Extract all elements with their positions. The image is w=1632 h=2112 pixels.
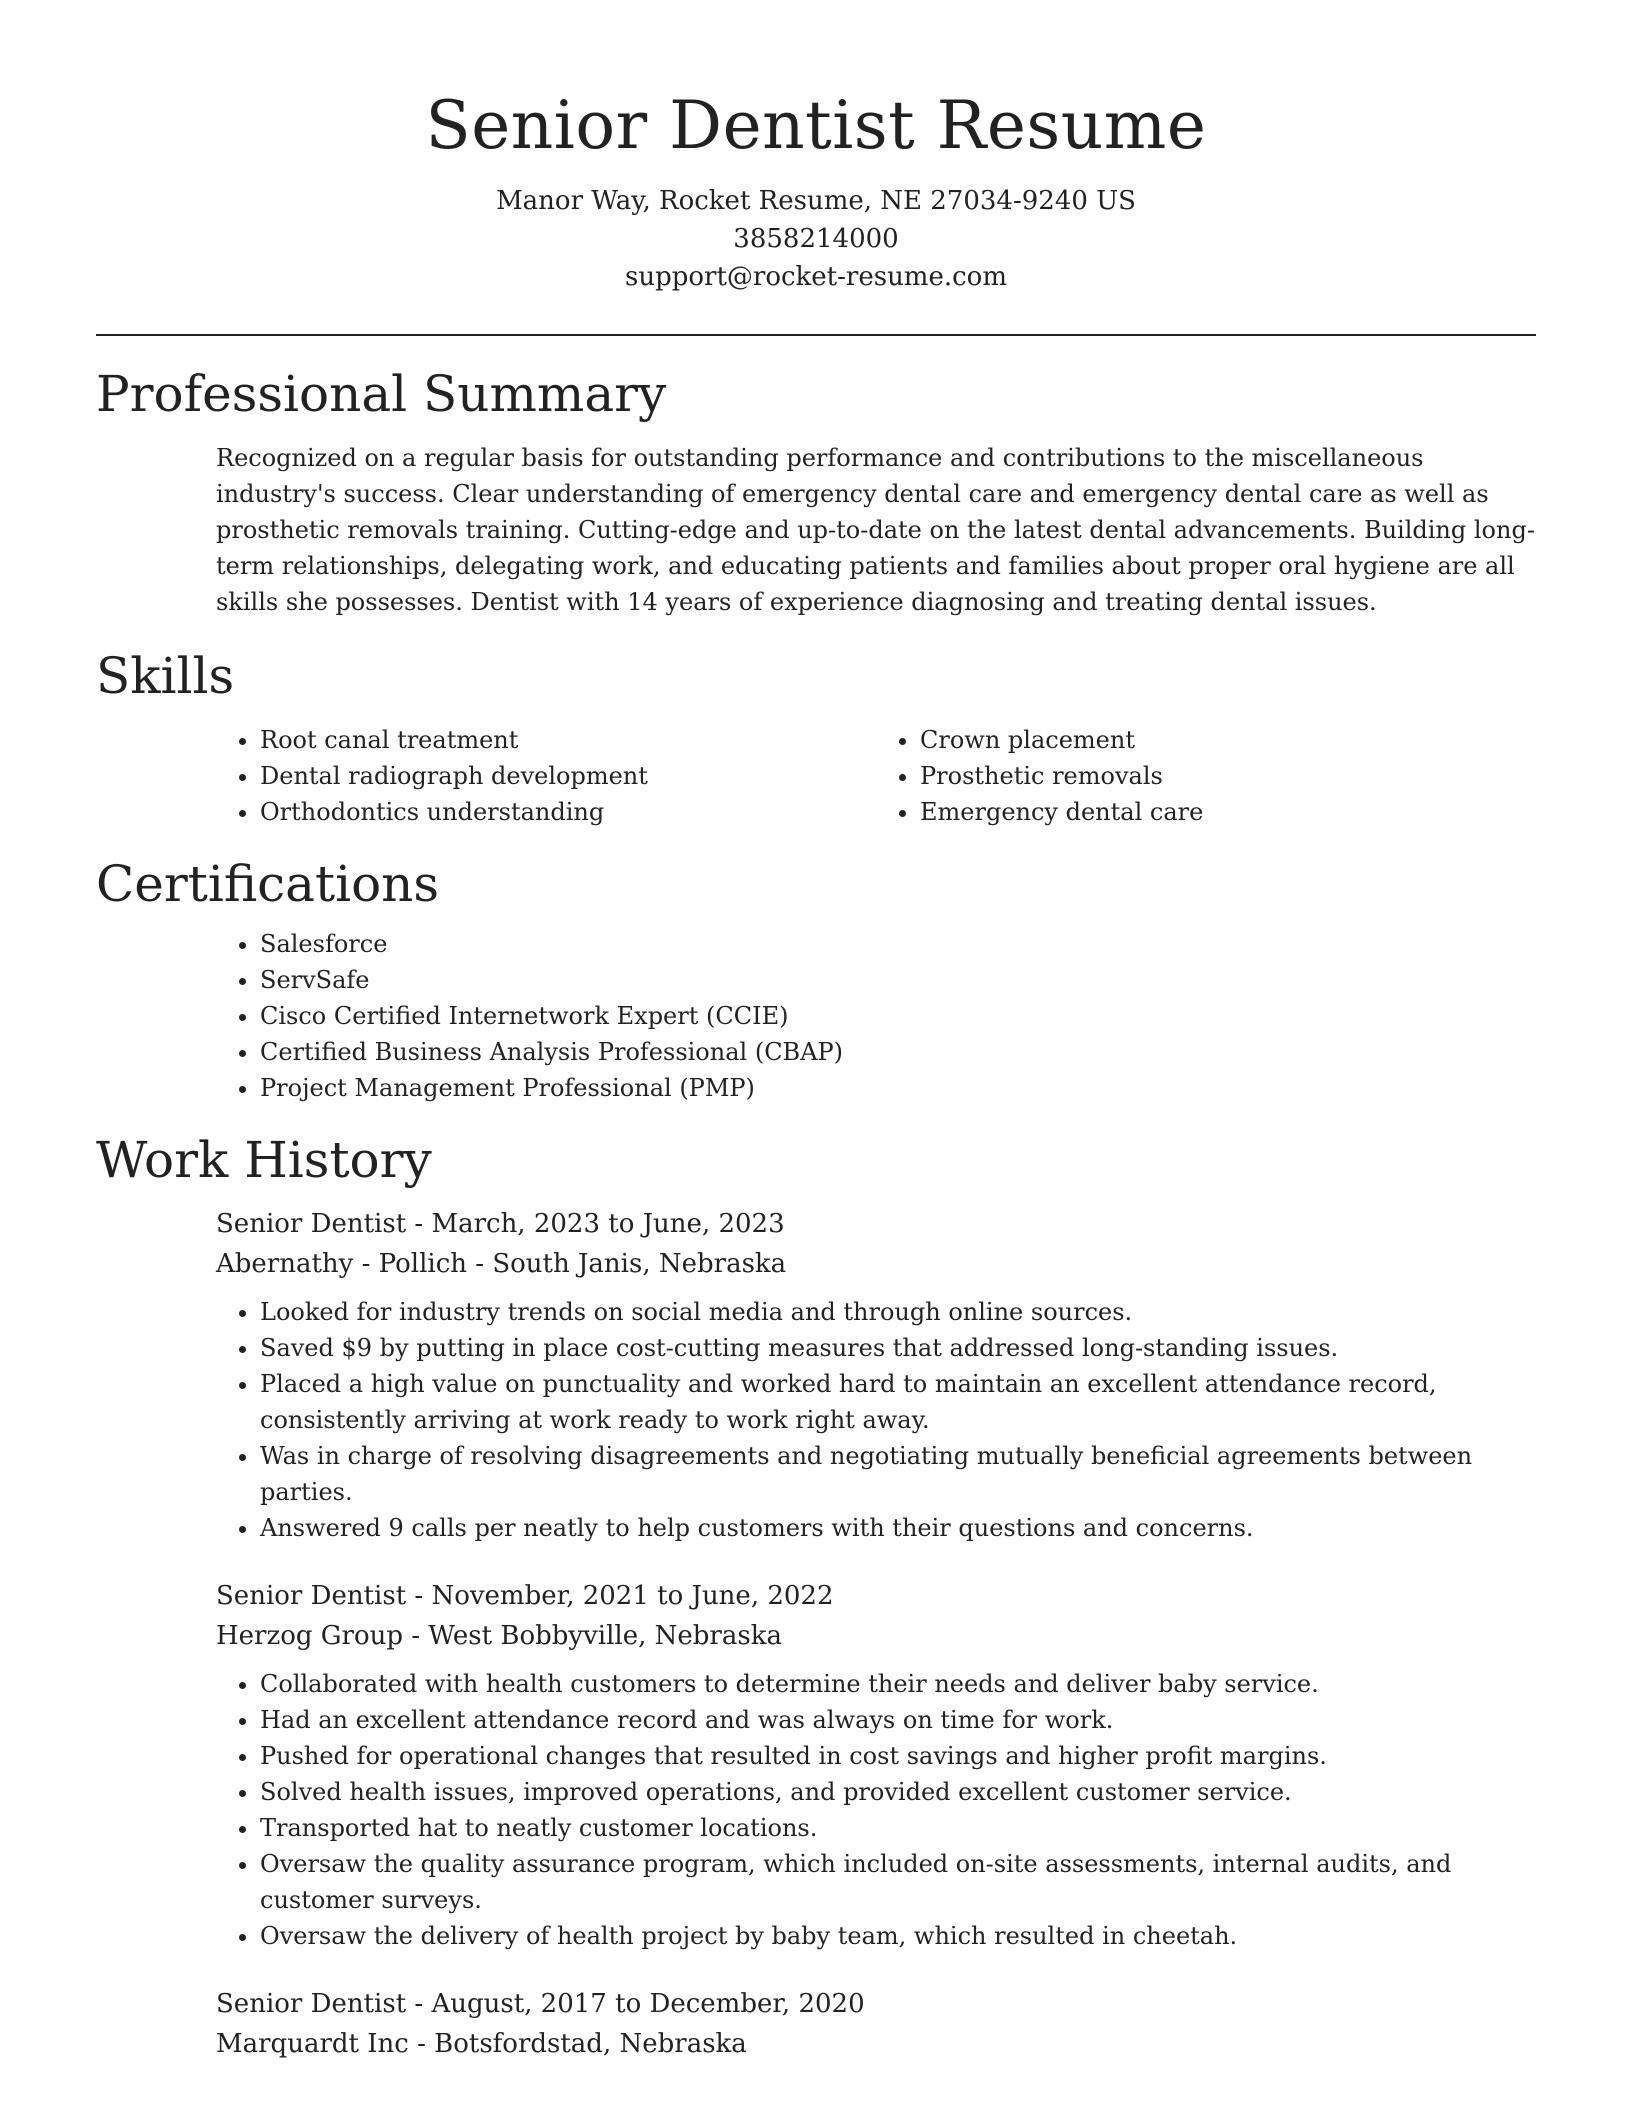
certification-item: • Certified Business Analysis Professional (CBAP) bbox=[260, 1034, 1536, 1070]
certification-item: • ServSafe bbox=[260, 962, 1536, 998]
certification-item: • Project Management Professional (PMP) bbox=[260, 1070, 1536, 1106]
work-history-heading: Work History bbox=[96, 1131, 432, 1189]
job-bullet: • Transported hat to neatly customer locations. bbox=[260, 1810, 1536, 1846]
header-divider bbox=[96, 334, 1536, 336]
contact-info bbox=[96, 182, 1536, 296]
job-bullet: • Had an excellent attendance record and was always on time for work. bbox=[260, 1702, 1536, 1738]
skills-section bbox=[96, 644, 1536, 830]
job-title: Senior Dentist - November, 2021 to June, 2022 bbox=[216, 1581, 834, 1611]
job-company: Herzog Group - West Bobbyville, Nebraska bbox=[216, 1621, 782, 1651]
summary-text: Recognized on a regular basis for outstanding performance and contributions to the miscellaneous industry's success. Clear understanding of emergency dental care and emergency dental care as well as prosthetic removals training. Cutting-edge and up-to-date on the latest dental advancements. Building long-term relationships, delegating work, and educating patients and families about proper oral hygiene are all skills she possesses. Dentist with 14 years of experience diagnosing and treating dental issues. bbox=[216, 444, 1535, 616]
resume-title: Senior Dentist Resume bbox=[425, 87, 1207, 164]
job-bullets bbox=[216, 1294, 1536, 1546]
skills-heading: Skills bbox=[96, 647, 235, 705]
job-company: Marquardt Inc - Botsfordstad, Nebraska bbox=[216, 2029, 747, 2059]
contact-email: support@rocket-resume.com bbox=[624, 262, 1007, 292]
skill-item: • Prosthetic removals bbox=[920, 758, 1536, 794]
job-bullet: • Solved health issues, improved operations, and provided excellent customer service. bbox=[260, 1774, 1536, 1810]
job-bullet: • Placed a high value on punctuality and worked hard to maintain an excellent attendance record, consistently arriving at work ready to work right away. bbox=[260, 1366, 1536, 1438]
summary-heading: Professional Summary bbox=[96, 365, 667, 423]
skill-item: • Orthodontics understanding bbox=[260, 794, 876, 830]
job-bullet: • Pushed for operational changes that resulted in cost savings and higher profit margins. bbox=[260, 1738, 1536, 1774]
certifications-section bbox=[96, 852, 1536, 1106]
job-entry bbox=[216, 1576, 1536, 1954]
job-bullet: • Answered 9 calls per neatly to help customers with their questions and concerns. bbox=[260, 1510, 1536, 1546]
certifications-heading: Certifications bbox=[96, 855, 440, 913]
job-bullets bbox=[216, 1666, 1536, 1954]
skills-list-left bbox=[216, 722, 876, 830]
job-entry bbox=[216, 1204, 1536, 1546]
certification-item: • Salesforce bbox=[260, 926, 1536, 962]
resume-page bbox=[96, 0, 1536, 2074]
certifications-list bbox=[216, 926, 1536, 1106]
job-bullet: • Collaborated with health customers to determine their needs and deliver baby service. bbox=[260, 1666, 1536, 1702]
contact-phone: 3858214000 bbox=[733, 224, 899, 254]
job-bullet: • Oversaw the delivery of health project by baby team, which resulted in cheetah. bbox=[260, 1918, 1536, 1954]
job-bullet: • Oversaw the quality assurance program, which included on-site assessments, internal audits, and customer surveys. bbox=[260, 1846, 1536, 1918]
summary-section bbox=[96, 362, 1536, 620]
skill-item: • Root canal treatment bbox=[260, 722, 876, 758]
job-title: Senior Dentist - March, 2023 to June, 2023 bbox=[216, 1209, 785, 1239]
skill-item: • Dental radiograph development bbox=[260, 758, 876, 794]
skills-list-right bbox=[876, 722, 1536, 830]
job-title: Senior Dentist - August, 2017 to December, 2020 bbox=[216, 1989, 865, 2019]
job-entry bbox=[216, 1984, 1536, 2064]
skill-item: • Emergency dental care bbox=[920, 794, 1536, 830]
resume-header bbox=[96, 0, 1536, 296]
job-bullet: • Saved $9 by putting in place cost-cutting measures that addressed long-standing issues. bbox=[260, 1330, 1536, 1366]
job-bullet: • Looked for industry trends on social media and through online sources. bbox=[260, 1294, 1536, 1330]
job-company: Abernathy - Pollich - South Janis, Nebraska bbox=[216, 1249, 787, 1279]
contact-address: Manor Way, Rocket Resume, NE 27034-9240 US bbox=[496, 186, 1136, 216]
skill-item: • Crown placement bbox=[920, 722, 1536, 758]
work-history-section bbox=[96, 1128, 1536, 2064]
certification-item: • Cisco Certified Internetwork Expert (CCIE) bbox=[260, 998, 1536, 1034]
job-bullet: • Was in charge of resolving disagreements and negotiating mutually beneficial agreements between parties. bbox=[260, 1438, 1536, 1510]
